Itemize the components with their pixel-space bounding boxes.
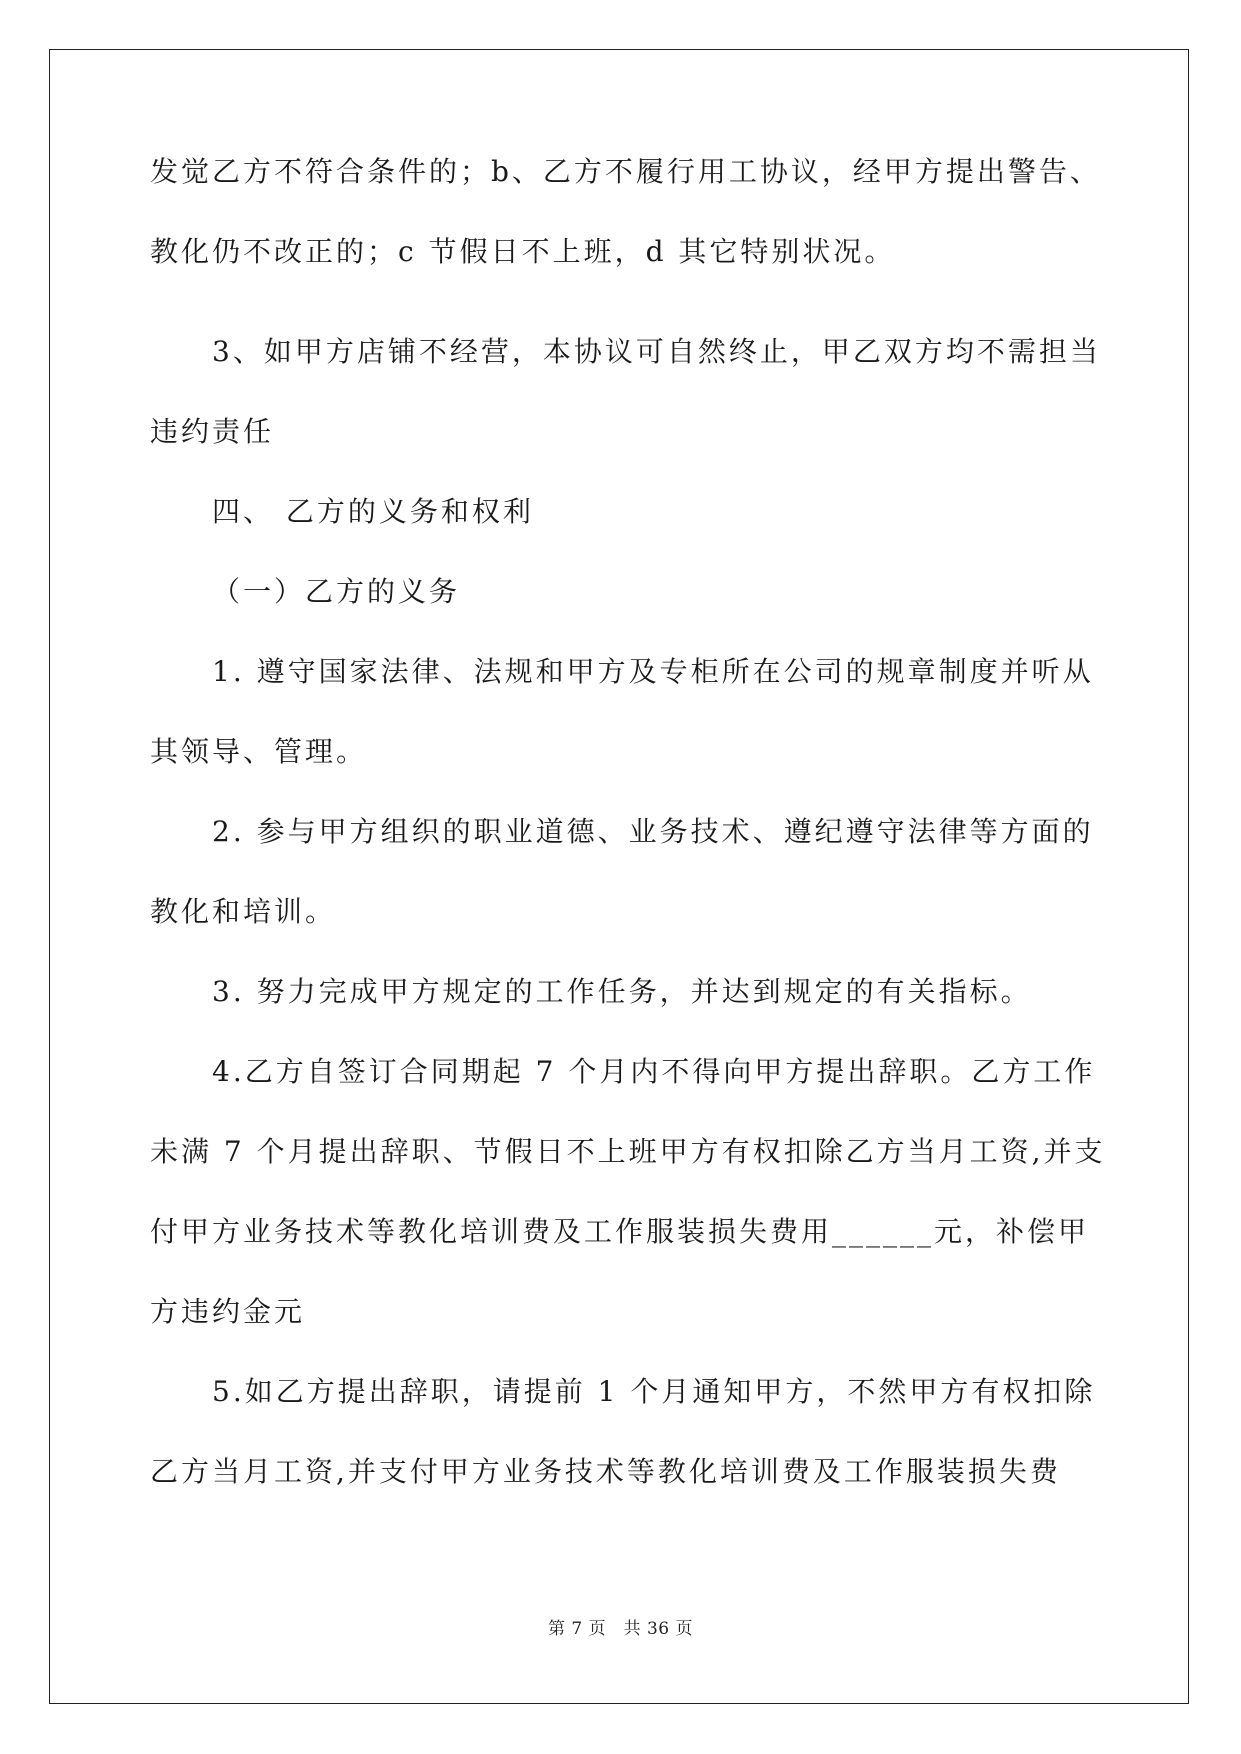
text-line: 教化仍不改正的；c 节假日不上班，d 其它特别状况。 (150, 235, 896, 268)
text-line: 其领导、管理。 (150, 735, 368, 768)
text-line: 5.如乙方提出辞职，请提前 1 个月通知甲方，不然甲方有权扣除 (212, 1375, 1096, 1408)
text-line: 2. 参与甲方组织的职业道德、业务技术、遵纪遵守法律等方面的 (212, 815, 1094, 848)
text-line: 付甲方业务技术等教化培训费及工作服装损失费用______元，补偿甲 (150, 1215, 1090, 1248)
text-line: 3. 努力完成甲方规定的工作任务，并达到规定的有关指标。 (212, 975, 1032, 1008)
subsection-heading: （一）乙方的义务 (212, 575, 461, 608)
text-line: 4.乙方自签订合同期起 7 个月内不得向甲方提出辞职。乙方工作 (212, 1055, 1096, 1088)
section-heading: 四、 乙方的义务和权利 (212, 495, 534, 528)
text-line: 乙方当月工资,并支付甲方业务技术等教化培训费及工作服装损失费 (150, 1455, 1061, 1488)
text-line: 教化和培训。 (150, 895, 337, 928)
text-line: 发觉乙方不符合条件的；b、乙方不履行用工协议，经甲方提出警告、 (150, 155, 1101, 188)
text-line: 违约责任 (150, 415, 275, 448)
text-line: 1. 遵守国家法律、法规和甲方及专柜所在公司的规章制度并听从 (212, 655, 1094, 688)
text-line: 方违约金元 (150, 1295, 306, 1328)
text-line: 未满 7 个月提出辞职、节假日不上班甲方有权扣除乙方当月工资,并支 (150, 1135, 1106, 1168)
text-line: 3、如甲方店铺不经营，本协议可自然终止，甲乙双方均不需担当 (212, 335, 1101, 368)
page-number: 第 7 页 共 36 页 (547, 1619, 694, 1639)
